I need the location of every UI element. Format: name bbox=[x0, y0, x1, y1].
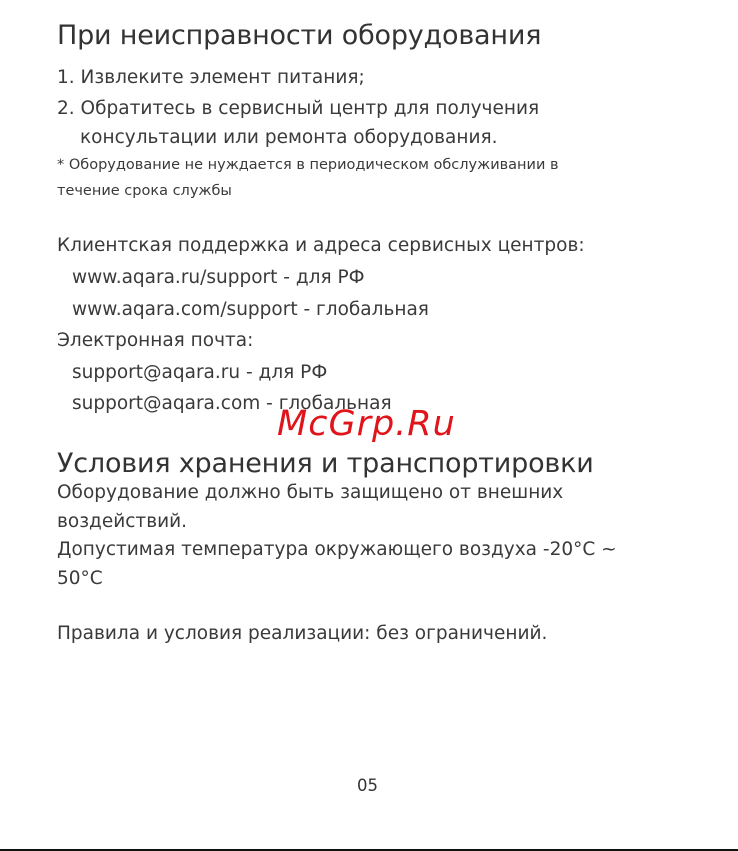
storage-line-2: воздействий. bbox=[57, 511, 188, 532]
failure-step-2-line-2: консультации или ремонта оборудования. bbox=[80, 127, 498, 148]
maintenance-note-line-2: течение срока службы bbox=[57, 183, 232, 199]
email-heading: Электронная почта: bbox=[57, 330, 254, 351]
support-email-global: support@aqara.com - глобальная bbox=[72, 393, 392, 414]
section-title-failure: При неисправности оборудования bbox=[57, 20, 542, 51]
support-heading: Клиентская поддержка и адреса сервисных центров: bbox=[57, 235, 585, 256]
sales-conditions: Правила и условия реализации: без ограничений. bbox=[57, 623, 548, 644]
temperature-line-1: Допустимая температура окружающего воздуха -20°C ~ bbox=[57, 539, 617, 560]
storage-line-1: Оборудование должно быть защищено от внешних bbox=[57, 482, 564, 503]
maintenance-note-line-1: * Оборудование не нуждается в периодическом обслуживании в bbox=[57, 157, 559, 173]
section-title-storage: Условия хранения и транспортировки bbox=[57, 448, 594, 479]
support-email-ru: support@aqara.ru - для РФ bbox=[72, 362, 328, 383]
watermark: McGrp.Ru bbox=[277, 404, 456, 444]
support-site-ru: www.aqara.ru/support - для РФ bbox=[72, 267, 365, 288]
failure-step-1: 1. Извлеките элемент питания; bbox=[57, 67, 365, 88]
page-number: 05 bbox=[357, 776, 378, 795]
support-site-global: www.aqara.com/support - глобальная bbox=[72, 299, 429, 320]
temperature-line-2: 50°C bbox=[57, 568, 103, 589]
failure-step-2-line-1: 2. Обратитесь в сервисный центр для получения bbox=[57, 98, 540, 119]
